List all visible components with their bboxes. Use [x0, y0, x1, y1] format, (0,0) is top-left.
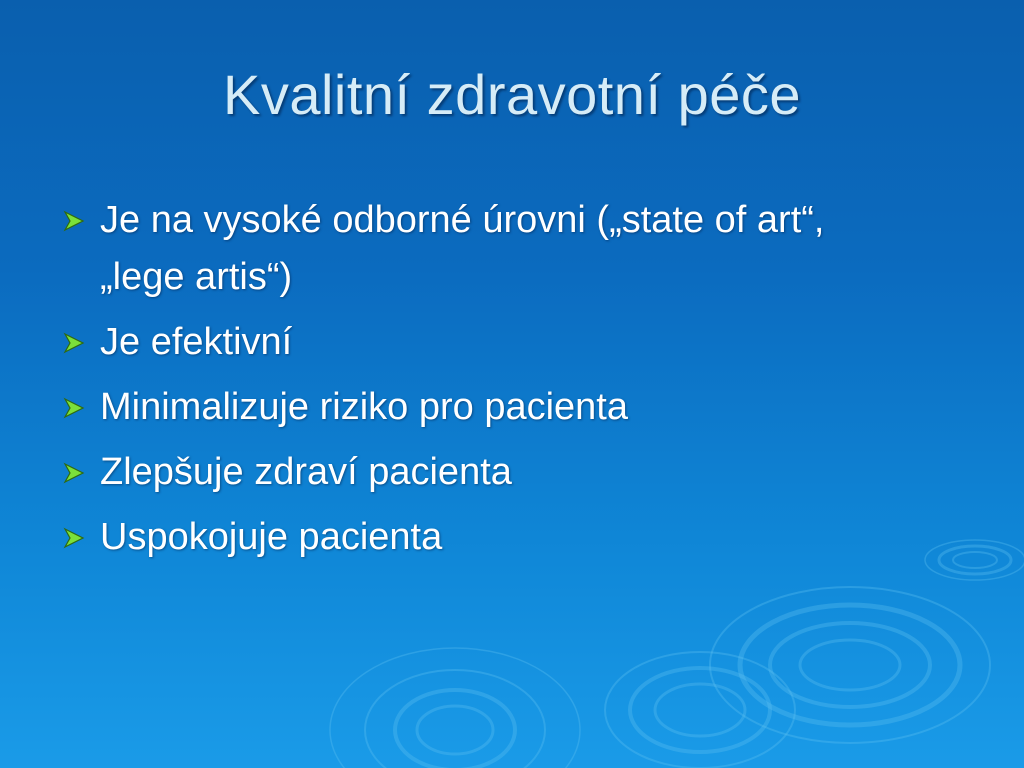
bullet-item: [62, 509, 902, 566]
bullet-text: Je na vysoké odborné úrovni („state of art“, „lege artis“): [100, 199, 825, 298]
bullet-list: [62, 192, 902, 574]
bullet-text: Zlepšuje zdraví pacienta: [100, 451, 512, 493]
bullet-text: Uspokojuje pacienta: [100, 516, 443, 558]
bullet-item: [62, 314, 902, 371]
arrow-bullet-icon: [62, 331, 86, 355]
bullet-item: [62, 379, 902, 436]
arrow-bullet-icon: [62, 461, 86, 485]
arrow-bullet-icon: [62, 526, 86, 550]
arrow-bullet-icon: [62, 396, 86, 420]
bullet-text: Je efektivní: [100, 321, 293, 363]
bullet-text: Minimalizuje riziko pro pacienta: [100, 386, 628, 428]
bullet-item: [62, 444, 902, 501]
bullet-item: [62, 192, 902, 306]
slide-title: Kvalitní zdravotní péče: [222, 63, 802, 126]
arrow-bullet-icon: [62, 209, 86, 233]
